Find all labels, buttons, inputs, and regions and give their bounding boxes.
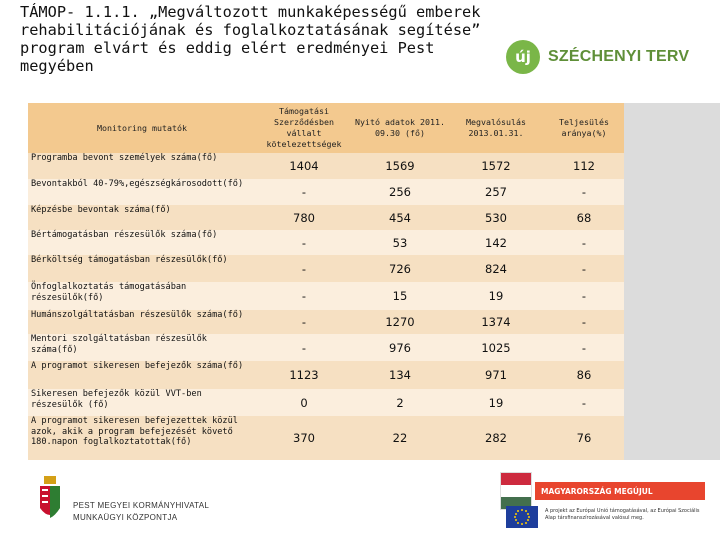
value-cell: 1404 bbox=[256, 153, 352, 179]
value-cell: 454 bbox=[352, 205, 448, 230]
slide-title: TÁMOP- 1.1.1. „Megváltozott munkaképességű emberek rehabilitációjának és foglalkoztatásának segítése” program elvárt és eddig elért eredményei Pest megyében bbox=[20, 3, 481, 75]
value-cell: - bbox=[256, 282, 352, 310]
table-row bbox=[28, 389, 624, 416]
monitoring-table bbox=[28, 103, 624, 460]
indicator-label: Bérköltség támogatásban részesülők(fő) bbox=[28, 255, 256, 282]
indicator-label: Bevontakból 40-79%,egészségkárosodott(fő) bbox=[28, 179, 256, 205]
value-cell: 2 bbox=[352, 389, 448, 416]
value-cell: - bbox=[544, 310, 624, 334]
value-cell: 1123 bbox=[256, 361, 352, 389]
indicator-label: A programot sikeresen befejezettek közül azok, akik a program befejezését követő 180.napon foglalkoztatottak(fő) bbox=[28, 416, 256, 460]
table-header-row bbox=[28, 103, 624, 153]
indicator-label: Programba bevont személyek száma(fő) bbox=[28, 153, 256, 179]
indicator-label: Sikeresen befejezők közül VVT-ben részesülők (fő) bbox=[28, 389, 256, 416]
table-row bbox=[28, 361, 624, 389]
szechenyi-terv-logo bbox=[506, 40, 689, 74]
value-cell: - bbox=[256, 310, 352, 334]
value-cell: - bbox=[256, 334, 352, 361]
uj-logo-icon: új bbox=[506, 40, 540, 74]
value-cell: - bbox=[544, 389, 624, 416]
value-cell: 1569 bbox=[352, 153, 448, 179]
indicator-label: Képzésbe bevontak száma(fő) bbox=[28, 205, 256, 230]
header-cell: Monitoring mutatók bbox=[28, 103, 256, 153]
value-cell: 257 bbox=[448, 179, 544, 205]
value-cell: 142 bbox=[448, 230, 544, 255]
header-cell: Nyitó adatok 2011. 09.30 (fő) bbox=[352, 103, 448, 153]
value-cell: 53 bbox=[352, 230, 448, 255]
value-cell: 256 bbox=[352, 179, 448, 205]
indicator-label: Bértámogatásban részesülők száma(fő) bbox=[28, 230, 256, 255]
value-cell: - bbox=[544, 282, 624, 310]
table-row bbox=[28, 179, 624, 205]
table-row bbox=[28, 230, 624, 255]
value-cell: 134 bbox=[352, 361, 448, 389]
org-line-1: PEST MEGYEI KORMÁNYHIVATAL bbox=[73, 501, 210, 510]
value-cell: 370 bbox=[256, 416, 352, 460]
header-cell: Teljesülés aránya(%) bbox=[544, 103, 624, 153]
value-cell: 76 bbox=[544, 416, 624, 460]
value-cell: 282 bbox=[448, 416, 544, 460]
value-cell: - bbox=[256, 179, 352, 205]
value-cell: - bbox=[544, 255, 624, 282]
table-row bbox=[28, 282, 624, 310]
table-row bbox=[28, 205, 624, 230]
value-cell: - bbox=[544, 179, 624, 205]
indicator-label: Önfoglalkoztatás támogatásában részesülők(fő) bbox=[28, 282, 256, 310]
hungarian-flag-icon bbox=[500, 472, 532, 510]
org-line-2: MUNKAÜGYI KÖZPONTJA bbox=[73, 513, 178, 522]
value-cell: 0 bbox=[256, 389, 352, 416]
value-cell: 1270 bbox=[352, 310, 448, 334]
value-cell: - bbox=[256, 230, 352, 255]
table-row bbox=[28, 416, 624, 460]
header-cell: Támogatási Szerződésben vállalt kötelezettségek bbox=[256, 103, 352, 153]
indicator-label: A programot sikeresen befejezők száma(fő) bbox=[28, 361, 256, 389]
magyarorszag-megujul-banner: MAGYARORSZÁG MEGÚJUL bbox=[535, 482, 705, 500]
table-row bbox=[28, 310, 624, 334]
value-cell: 22 bbox=[352, 416, 448, 460]
value-cell: 15 bbox=[352, 282, 448, 310]
value-cell: 971 bbox=[448, 361, 544, 389]
value-cell: 976 bbox=[352, 334, 448, 361]
value-cell: 68 bbox=[544, 205, 624, 230]
value-cell: 1025 bbox=[448, 334, 544, 361]
value-cell: 530 bbox=[448, 205, 544, 230]
value-cell: 112 bbox=[544, 153, 624, 179]
eu-flag-icon bbox=[506, 506, 538, 528]
table-row bbox=[28, 334, 624, 361]
value-cell: - bbox=[544, 230, 624, 255]
table-panel bbox=[28, 103, 720, 460]
value-cell: 1374 bbox=[448, 310, 544, 334]
indicator-label: Mentori szolgáltatásban részesülők száma(fő) bbox=[28, 334, 256, 361]
value-cell: 86 bbox=[544, 361, 624, 389]
logo-text: SZÉCHENYI TERV bbox=[548, 48, 690, 65]
table-row bbox=[28, 255, 624, 282]
indicator-label: Humánszolgáltatásban részesülők száma(fő) bbox=[28, 310, 256, 334]
value-cell: 726 bbox=[352, 255, 448, 282]
value-cell: 824 bbox=[448, 255, 544, 282]
coat-of-arms-icon bbox=[38, 474, 62, 526]
value-cell: 19 bbox=[448, 389, 544, 416]
eu-funding-text: A projekt az Európai Unió támogatásával, az Európai Szociális Alap társfinanszírozásával valósul meg. bbox=[545, 508, 700, 521]
value-cell: - bbox=[544, 334, 624, 361]
table-row bbox=[28, 153, 624, 179]
header-cell: Megvalósulás 2013.01.31. bbox=[448, 103, 544, 153]
value-cell: - bbox=[256, 255, 352, 282]
value-cell: 780 bbox=[256, 205, 352, 230]
value-cell: 19 bbox=[448, 282, 544, 310]
value-cell: 1572 bbox=[448, 153, 544, 179]
org-name bbox=[73, 500, 209, 524]
